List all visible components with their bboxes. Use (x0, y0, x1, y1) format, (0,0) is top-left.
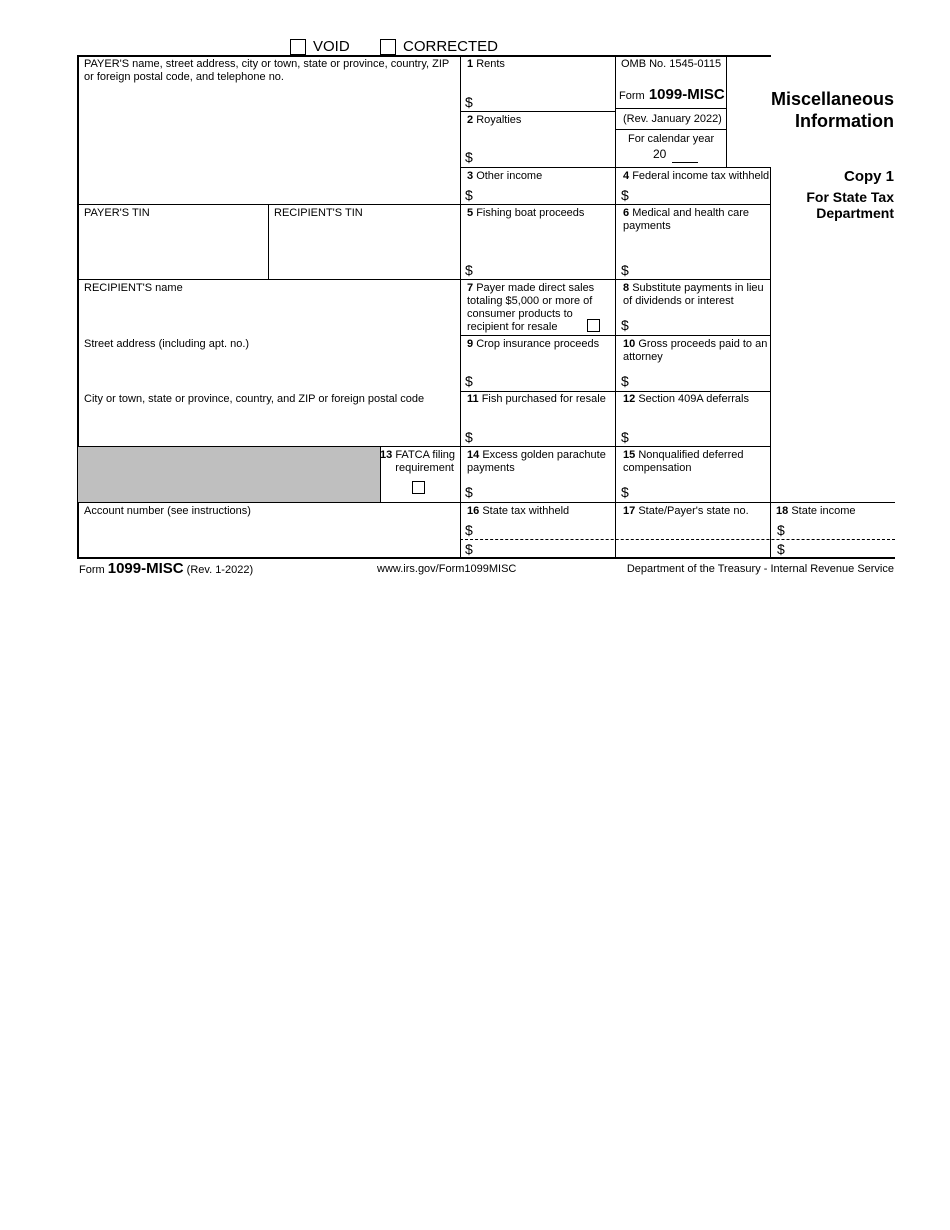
box10-label: 10 Gross proceeds paid to an attorney (623, 338, 768, 363)
box4-label: 4 Federal income tax withheld (623, 170, 770, 182)
box7-checkbox[interactable] (587, 319, 600, 332)
corrected-label: CORRECTED (403, 38, 499, 55)
footer-department: Department of the Treasury - Internal Revenue Service (626, 563, 894, 575)
box14-dollar: $ (465, 484, 473, 500)
box2-dollar: $ (465, 149, 473, 165)
account-number-label: Account number (see instructions) (84, 505, 251, 517)
recipient-name-label: RECIPIENT'S name (84, 282, 183, 294)
row-line (460, 335, 771, 336)
box18-dollar-1: $ (777, 522, 785, 538)
calendar-year: 20 (653, 147, 667, 161)
payer-label: PAYER'S name, street address, city or town, state or province, country, ZIP or foreign postal code, and telephone no. (84, 58, 450, 83)
city-label: City or town, state or province, country, and ZIP or foreign postal code (84, 393, 425, 405)
row-line (78, 279, 771, 280)
title-line2: Information (795, 111, 894, 131)
box5-label: 5 Fishing boat proceeds (467, 207, 585, 219)
shaded-area (78, 447, 380, 502)
copy-title: Copy 1 (843, 168, 894, 185)
bottom-border (78, 557, 895, 559)
box16-dollar-1: $ (465, 522, 473, 538)
state-dash-line (460, 539, 895, 540)
box5-dollar: $ (465, 262, 473, 278)
row-line (615, 108, 726, 109)
box4-dollar: $ (621, 187, 629, 203)
box12-label: 12 Section 409A deferrals (623, 393, 749, 405)
fatca-checkbox[interactable] (412, 481, 425, 494)
box8-dollar: $ (621, 317, 629, 333)
row-line (460, 391, 771, 392)
box13-label-line2: requirement (395, 462, 454, 474)
box16-dollar-2: $ (465, 541, 473, 557)
row-line (615, 129, 726, 130)
box13-label: 13 FATCA filing (380, 449, 456, 461)
year-blank-line (672, 162, 698, 163)
box12-dollar: $ (621, 429, 629, 445)
title-line1: Miscellaneous (770, 89, 894, 109)
corrected-checkbox[interactable] (380, 39, 396, 55)
col-divider-c (770, 168, 771, 559)
void-label: VOID (313, 38, 350, 55)
box15-dollar: $ (621, 484, 629, 500)
copy-line2: Department (816, 205, 894, 221)
calendar-year-label: For calendar year (628, 133, 715, 145)
recipient-tin-label: RECIPIENT'S TIN (274, 207, 363, 219)
payer-tin-label: PAYER'S TIN (84, 207, 150, 219)
box18-label: 18 State income (776, 505, 856, 517)
box7-label: 7 Payer made direct sales totaling $5,000 or more of consumer products to recipient for resale (467, 282, 595, 333)
top-border (78, 55, 771, 57)
box16-label: 16 State tax withheld (467, 505, 570, 517)
row-line (460, 111, 615, 112)
box10-dollar: $ (621, 373, 629, 389)
void-checkbox[interactable] (290, 39, 306, 55)
copy-line1: For State Tax (806, 189, 894, 205)
omb-right-border (726, 55, 727, 168)
box3-dollar: $ (465, 187, 473, 203)
box14-label: 14 Excess golden parachute payments (467, 449, 606, 474)
box18-dollar-2: $ (777, 541, 785, 557)
box6-dollar: $ (621, 262, 629, 278)
tin-divider (268, 204, 269, 279)
box17-label: 17 State/Payer's state no. (623, 505, 749, 517)
footer-url: www.irs.gov/Form1099MISC (377, 563, 517, 575)
box1-dollar: $ (465, 94, 473, 110)
form-id: Form 1099-MISC (619, 86, 725, 103)
box6-label: 6 Medical and health care payments (623, 207, 749, 232)
street-address-label: Street address (including apt. no.) (84, 338, 250, 350)
footer-form-id: Form 1099-MISC (Rev. 1-2022) (79, 560, 254, 577)
box11-label: 11 Fish purchased for resale (467, 393, 606, 405)
box3-label: 3 Other income (467, 170, 543, 182)
box8-label: 8 Substitute payments in lieu of dividends or interest (623, 282, 764, 307)
box9-label: 9 Crop insurance proceeds (467, 338, 600, 350)
col-divider-a (460, 55, 461, 559)
row-line (78, 502, 895, 503)
box11-dollar: $ (465, 429, 473, 445)
row-line (460, 167, 771, 168)
omb-number: OMB No. 1545-0115 (621, 58, 722, 70)
box1-label: 1 Rents (467, 58, 505, 70)
row-line (78, 204, 771, 205)
col-divider-b (615, 55, 616, 559)
box2-label: 2 Royalties (467, 114, 522, 126)
rev-date: (Rev. January 2022) (623, 113, 722, 125)
box15-label: 15 Nonqualified deferred compensation (623, 449, 744, 474)
box9-dollar: $ (465, 373, 473, 389)
